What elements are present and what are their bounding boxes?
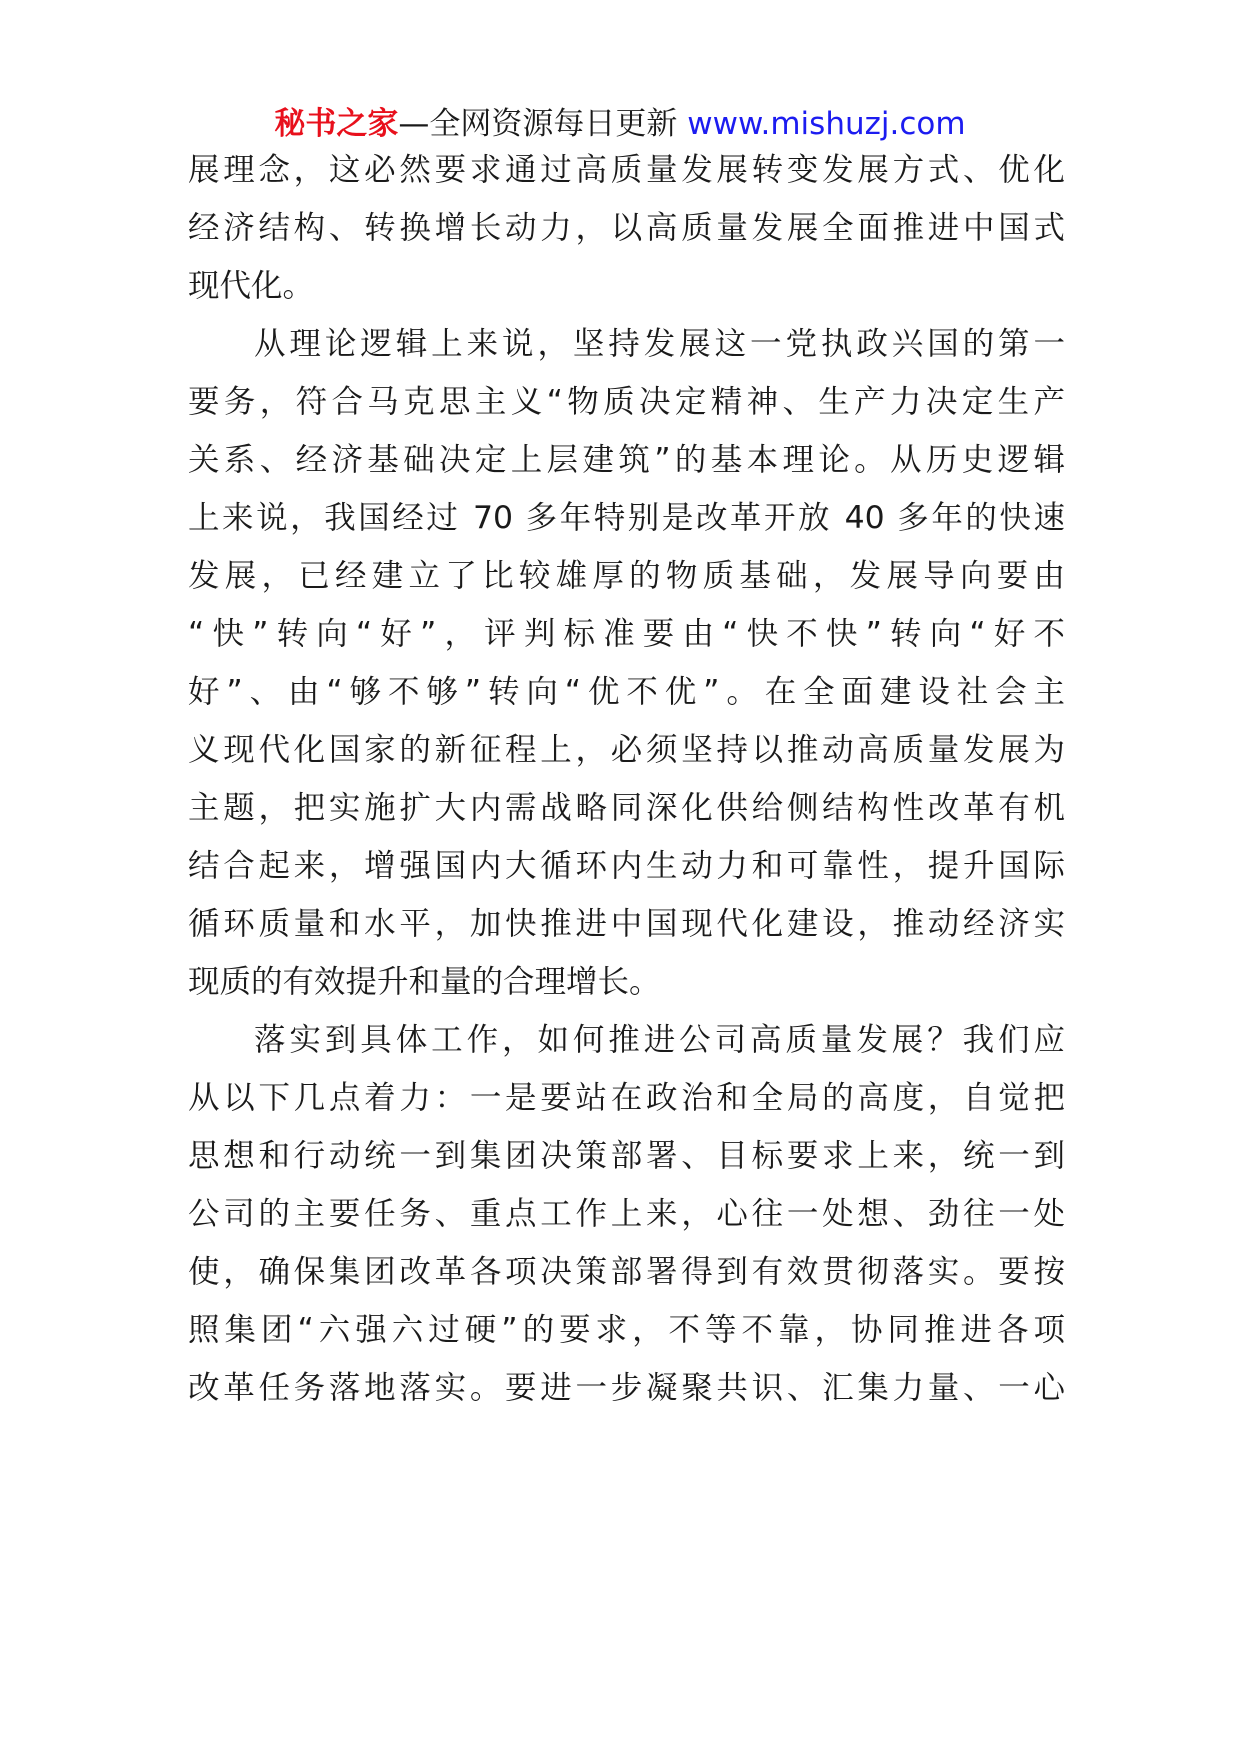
text-line: 落实到具体工作，如何推进公司高质量发展？我们应 [254, 1022, 1065, 1058]
text-line: 照集团“六强六过硬”的要求，不等不靠，协同推进各项 [188, 1312, 1065, 1348]
site-tagline: —全网资源每日更新 [398, 106, 678, 142]
text-line: 使，确保集团改革各项决策部署得到有效贯彻落实。要按 [188, 1254, 1065, 1290]
text-line: 发展，已经建立了比较雄厚的物质基础，发展导向要由 [188, 558, 1065, 594]
text-line: 公司的主要任务、重点工作上来，心往一处想、劲往一处 [188, 1196, 1065, 1232]
text-line: 结合起来，增强国内大循环内生动力和可靠性，提升国际 [188, 848, 1065, 884]
text-line: 展理念，这必然要求通过高质量发展转变发展方式、优化 [188, 152, 1065, 188]
text-line: 现代化。 [188, 268, 315, 304]
text-line: 循环质量和水平，加快推进中国现代化建设，推动经济实 [188, 906, 1065, 942]
text-line: 改革任务落地落实。要进一步凝聚共识、汇集力量、一心 [188, 1370, 1065, 1406]
site-header [0, 102, 1240, 146]
text-line: 从以下几点着力：一是要站在政治和全局的高度，自觉把 [188, 1080, 1065, 1116]
text-line: 上来说，我国经过 70 多年特别是改革开放 40 多年的快速 [188, 500, 1065, 536]
text-line: 现质的有效提升和量的合理增长。 [188, 964, 661, 1000]
text-line: 思想和行动统一到集团决策部署、目标要求上来，统一到 [188, 1138, 1065, 1174]
site-brand: 秘书之家 [274, 106, 399, 142]
text-line: 义现代化国家的新征程上，必须坚持以推动高质量发展为 [188, 732, 1065, 768]
text-line: 好”、由“够不够”转向“优不优”。在全面建设社会主 [188, 674, 1065, 710]
text-line: 从理论逻辑上来说，坚持发展这一党执政兴国的第一 [254, 326, 1065, 362]
text-line: 要务，符合马克思主义“物质决定精神、生产力决定生产 [188, 384, 1065, 420]
text-line: 关系、经济基础决定上层建筑”的基本理论。从历史逻辑 [188, 442, 1065, 478]
text-line: 主题，把实施扩大内需战略同深化供给侧结构性改革有机 [188, 790, 1065, 826]
text-line: 经济结构、转换增长动力，以高质量发展全面推进中国式 [188, 210, 1065, 246]
site-url-link[interactable]: www.mishuzj.com [687, 106, 966, 142]
text-line: “快”转向“好”，评判标准要由“快不快”转向“好不 [188, 616, 1065, 652]
